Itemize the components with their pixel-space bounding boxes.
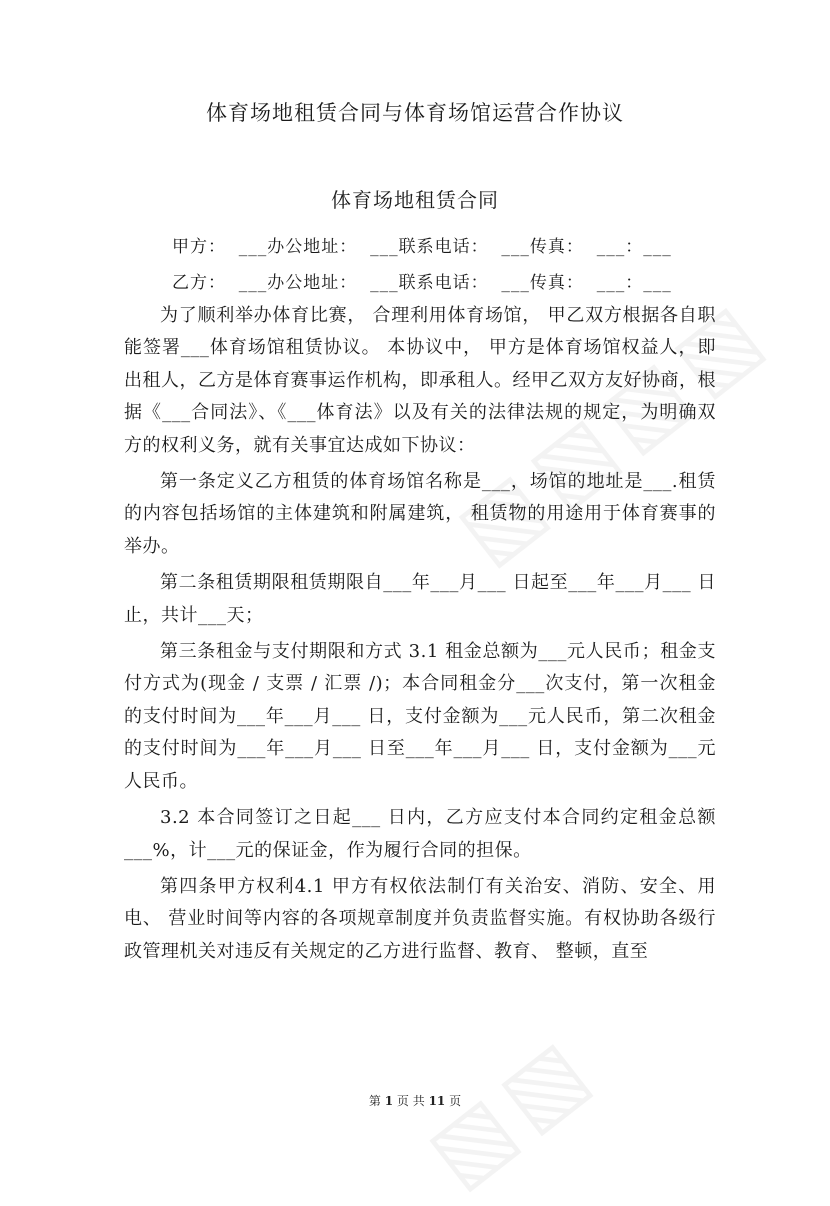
paragraph-article-3-2: 3.2 本合同签订之日起___ 日内，乙方应支付本合同约定租金总额___%，计___元的保证金，作为履行合同的担保。	[124, 807, 716, 861]
page-number: 1	[384, 1094, 394, 1108]
watermark	[409, 1014, 614, 1205]
footer-middle: 页 共	[396, 1094, 425, 1108]
party-b-line: 乙方： ___办公地址： ___联系电话： ___传真： ___：___	[172, 273, 672, 293]
document-title: 体育场地租赁合同与体育场馆运营合作协议	[206, 101, 624, 125]
footer-prefix: 第	[368, 1094, 381, 1108]
party-a-line: 甲方： ___办公地址： ___联系电话： ___传真： ___：___	[172, 237, 672, 257]
contract-subtitle: 体育场地租赁合同	[331, 188, 499, 212]
total-pages: 11	[428, 1094, 446, 1108]
page-footer	[0, 1092, 830, 1109]
paragraph-preamble: 为了顺利举办体育比赛， 合理利用体育场馆， 甲乙双方根据各自职能签署___体育场馆租赁协议。 本协议中， 甲方是体育场馆权益人，即出租人，乙方是体育赛事运作机构，即承租人。经甲乙双方友好协商，根据《___合同法》、《___体育法》以及有关的法律法规的规定，为明确双方的权利义务，就有关事宜达成如下协议：	[124, 305, 716, 456]
paragraph-article-4: 第四条甲方权利4.1 甲方有权依法制仃有关治安、消防、安全、用电、 营业时间等内容的各项规章制度并负责监督实施。有权协助各级行政管理机关对违反有关规定的乙方进行监督、教育、 整顿，直至	[124, 875, 716, 962]
paragraph-article-3: 第三条租金与支付期限和方式 3.1 租金总额为___元人民币；租金支付方式为(现金 / 支票 / 汇票 /)；本合同租金分___次支付，第一次租金的支付时间为___年___月___ 日，支付金额为___元人民币，第二次租金的支付时间为___年___月___ 日至___年___月___ 日，支付金额为___元人民币。	[124, 641, 716, 792]
paragraph-article-1: 第一条定义乙方租赁的体育场馆名称是___，场馆的地址是___.租赁的内容包括场馆的主体建筑和附属建筑， 租赁物的用途用于体育赛事的举办。	[124, 471, 716, 557]
footer-suffix: 页	[449, 1094, 462, 1108]
contract-body	[124, 300, 716, 972]
paragraph-article-2: 第二条租赁期限租赁期限自___年___月___ 日起至___年___月___ 日止，共计___天；	[124, 572, 716, 626]
